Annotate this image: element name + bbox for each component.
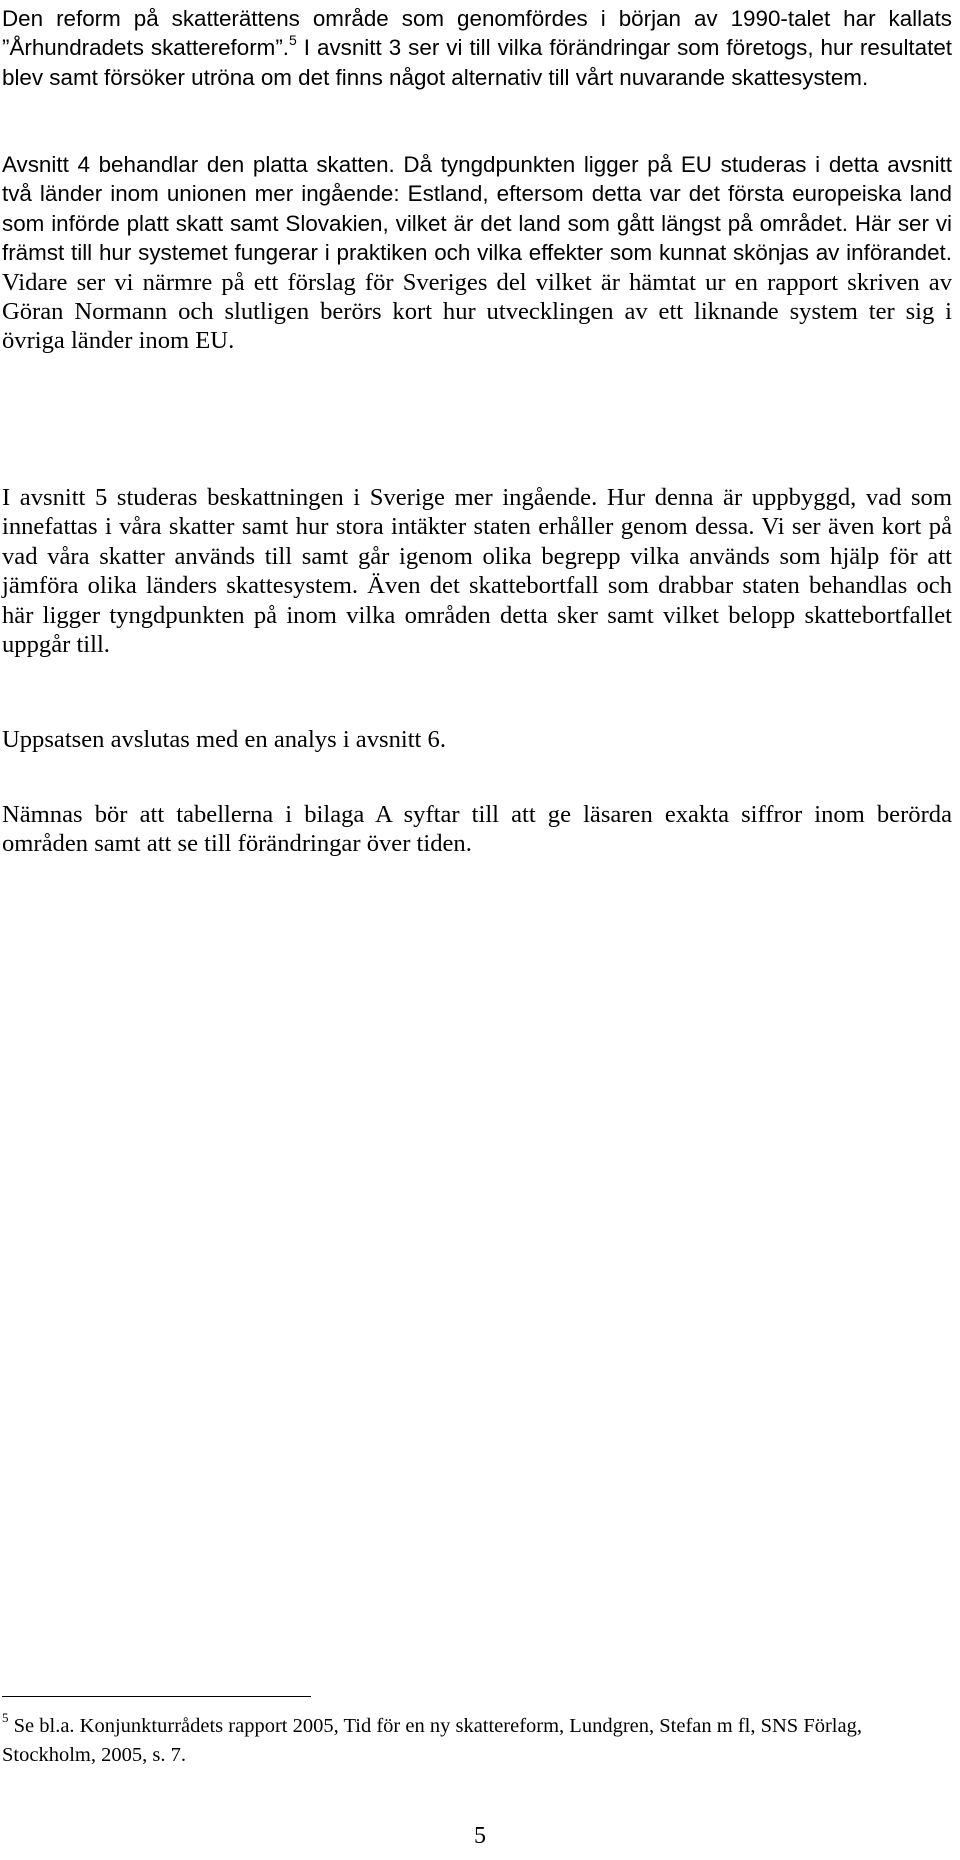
footnote <box>2 1712 952 1770</box>
footnote-text: Se bl.a. Konjunkturrådets rapport 2005, Tid för en ny skattereform, Lundgren, Stefan m fl, SNS Förlag, Stockholm, 2005, s. 7. <box>2 1715 862 1766</box>
footnote-separator <box>2 1696 311 1697</box>
paragraph-section-4 <box>2 150 952 356</box>
paragraph-reform-intro <box>2 4 952 92</box>
footnote-number: 5 <box>2 1710 9 1726</box>
paragraph-text: I avsnitt 3 ser vi till vilka förändringar som företogs, hur resultatet blev samt försöker utröna om det finns något alternativ till vårt nuvarande skattesystem. <box>2 35 952 90</box>
paragraph-text: Den reform på skatterättens område som genomfördes i början av 1990-talet har kallats ”Århundradets skattereform”. <box>2 6 952 61</box>
paragraph-appendix-note: Nämnas bör att tabellerna i bilaga A syftar till att ge läsaren exakta siffror inom berörda områden samt att se till förändringar över tiden. <box>2 801 952 858</box>
paragraph-text-serif: Vidare ser vi närmre på ett förslag för Sveriges del vilket är hämtat ur en rapport skriven av Göran Normann och slutligen berörs kort hur utvecklingen av ett liknande system ter sig i övriga länder inom EU. <box>2 268 952 355</box>
paragraph-section-5: I avsnitt 5 studeras beskattningen i Sverige mer ingående. Hur denna är uppbyggd, vad som innefattas i våra skatter samt hur stora intäkter staten erhåller genom dessa. Vi ser även kort på vad våra skatter används till samt går igenom olika begrepp vilka används som hjälp för att jämföra olika länders skattesystem. Även det skattebortfall som drabbar staten behandlas och här ligger tyngdpunkten på inom vilka områden detta sker samt vilket belopp skattebortfallet uppgår till. <box>2 484 952 659</box>
paragraph-text-sans: Avsnitt 4 behandlar den platta skatten. Då tyngdpunkten ligger på EU studeras i detta avsnitt två länder inom unionen mer ingående: Estland, eftersom detta var det första europeiska land som införde platt skatt samt Slovakien, vilket är det land som gått längst på området. Här ser vi främst till hur systemet fungerar i praktiken och vilka effekter som kunnat skönjas av införandet. <box>2 152 952 266</box>
paragraph-section-6: Uppsatsen avslutas med en analys i avsnitt 6. <box>2 726 446 753</box>
footnote-reference: 5 <box>289 31 297 48</box>
page-number: 5 <box>474 1823 486 1849</box>
